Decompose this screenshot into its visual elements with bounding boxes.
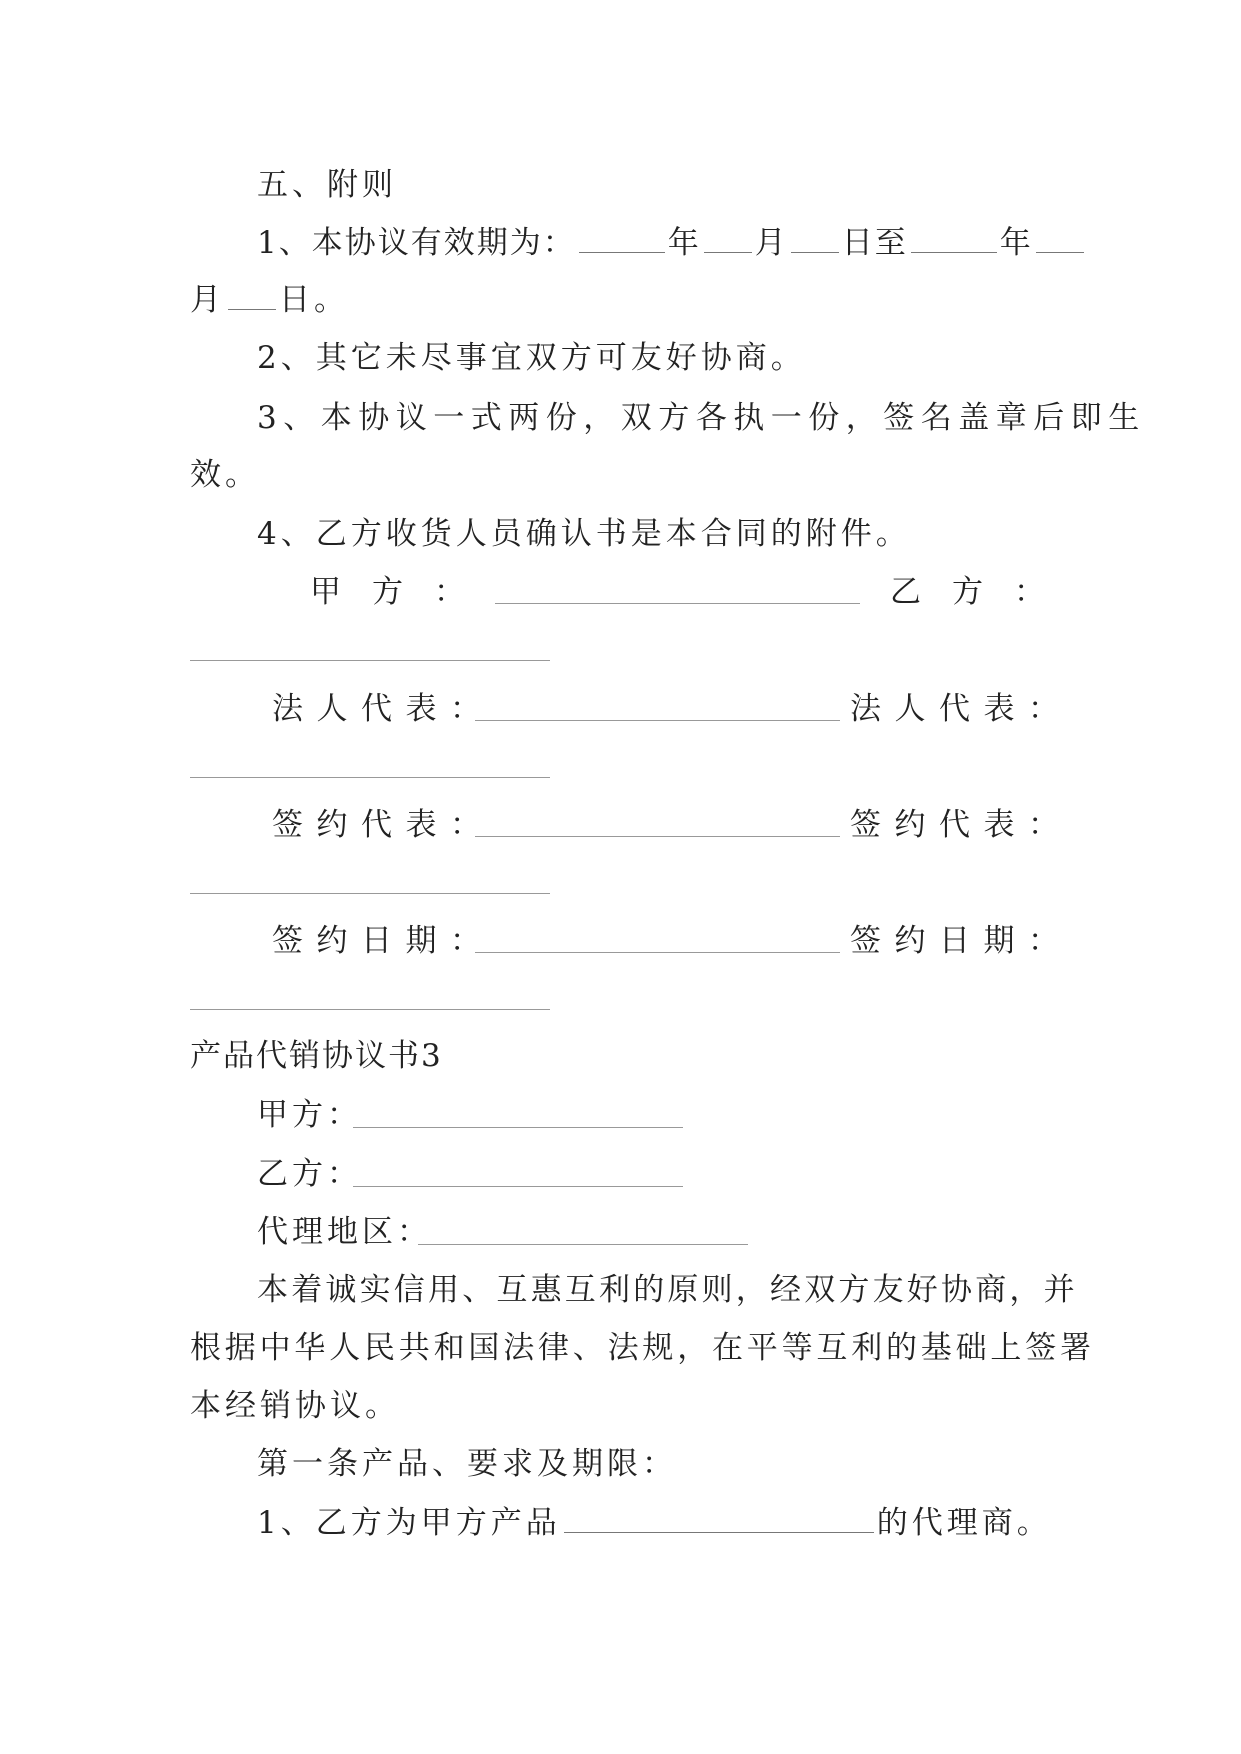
preamble-line-1: 本着诚实信用、互惠互利的原则，经双方友好协商，并 bbox=[257, 1272, 1078, 1308]
article-1-item-1 bbox=[257, 1502, 1050, 1542]
article-1-item-1-prefix: 1、乙方为甲方产品 bbox=[257, 1505, 561, 1541]
preamble-line-2: 根据中华人民共和国法律、法规，在平等互利的基础上签署 bbox=[190, 1330, 1095, 1366]
preamble-line-3: 本经销协议。 bbox=[190, 1388, 400, 1424]
product-name-blank[interactable] bbox=[564, 1502, 874, 1533]
agreement-title: 产品代销协议书3 bbox=[190, 1038, 443, 1074]
party-a-text: 甲方： bbox=[257, 1097, 362, 1133]
region-line bbox=[257, 1212, 1050, 1252]
start-year-label: 年 bbox=[667, 225, 701, 261]
validity-period-line bbox=[257, 222, 1050, 262]
sign-rep-a-blank[interactable] bbox=[475, 836, 840, 837]
start-month-blank[interactable] bbox=[704, 222, 752, 253]
sign-rep-b-label: 签约代表： bbox=[850, 807, 1073, 843]
sign-date-b-blank[interactable] bbox=[190, 1009, 550, 1010]
item-4: 4、乙方收货人员确认书是本合同的附件。 bbox=[257, 516, 911, 552]
end-year-label: 年 bbox=[999, 225, 1033, 261]
start-month-label: 月 bbox=[754, 225, 788, 261]
sign-date-a-label: 签约日期： bbox=[272, 923, 495, 959]
end-day-blank[interactable] bbox=[228, 279, 276, 310]
party-a-line bbox=[257, 1095, 1050, 1135]
region-blank[interactable] bbox=[418, 1244, 748, 1245]
section-heading: 五、附则 bbox=[257, 167, 397, 203]
sign-date-b-label: 签约日期： bbox=[850, 923, 1073, 959]
end-month-blank[interactable] bbox=[1036, 222, 1084, 253]
sign-rep-b-blank[interactable] bbox=[190, 893, 550, 894]
legal-rep-a-blank[interactable] bbox=[475, 720, 840, 721]
item-3-line-1: 3、本协议一式两份，双方各执一份，签名盖章后即生 bbox=[257, 400, 1146, 436]
end-month-label: 月 bbox=[190, 282, 225, 318]
item-3-line-2: 效。 bbox=[190, 457, 260, 493]
party-b-label: 乙 方 ： bbox=[890, 574, 1045, 610]
legal-rep-b-blank[interactable] bbox=[190, 777, 550, 778]
article-1-heading: 第一条产品、要求及期限： bbox=[257, 1446, 677, 1482]
legal-rep-b-label: 法人代表： bbox=[850, 691, 1073, 727]
item-2: 2、其它未尽事宜双方可友好协商。 bbox=[257, 340, 806, 376]
legal-rep-a-label: 法人代表： bbox=[272, 691, 495, 727]
end-day-label: 日。 bbox=[279, 282, 349, 318]
validity-prefix: 1、本协议有效期为： bbox=[257, 225, 576, 261]
party-a-name-blank[interactable] bbox=[353, 1127, 683, 1128]
party-b-name-blank[interactable] bbox=[353, 1186, 683, 1187]
validity-period-line-2 bbox=[190, 279, 1050, 319]
end-year-blank[interactable] bbox=[911, 222, 997, 253]
start-year-blank[interactable] bbox=[579, 222, 665, 253]
sign-rep-a-label: 签约代表： bbox=[272, 807, 495, 843]
start-day-blank[interactable] bbox=[791, 222, 839, 253]
party-a-label: 甲 方 ： bbox=[310, 574, 465, 610]
start-day-label: 日至 bbox=[841, 225, 908, 261]
sign-date-a-blank[interactable] bbox=[475, 952, 840, 953]
region-text: 代理地区： bbox=[257, 1214, 432, 1250]
party-b-blank[interactable] bbox=[190, 660, 550, 661]
article-1-item-1-suffix: 的代理商。 bbox=[876, 1505, 1052, 1541]
party-b-text: 乙方： bbox=[257, 1156, 362, 1192]
party-a-blank[interactable] bbox=[495, 603, 860, 604]
party-b-line bbox=[257, 1154, 1050, 1194]
